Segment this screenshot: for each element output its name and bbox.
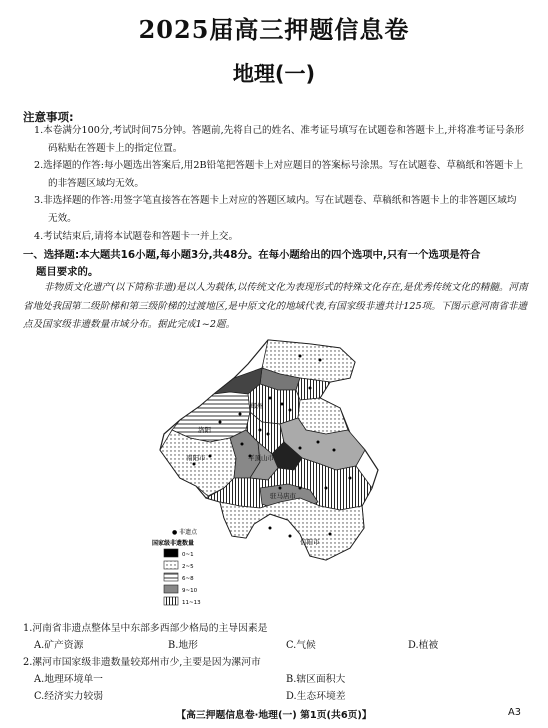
section-heading-line2: 题目要求的。 <box>36 266 99 278</box>
question-1-option-c: C.气候 <box>286 640 316 651</box>
legend-title: 国家级非遗数量 <box>152 540 195 547</box>
question-2-stem: 2.漯河市国家级非遗数量较郑州市少,主要是因为漯河市 <box>23 657 261 668</box>
city-label-zhengzhou: 郑州 <box>250 402 263 410</box>
passage-text: 非物质文化遗产(以下简称非遗)是以人为载体,以传统文化为表现形式的特殊文化存在,是优秀传统文化的精髓。河南省地处我国第二级阶梯和第三级阶梯的过渡地区,是中原文化的地域代表,有国家级非遗共计125项。下图示意河南省非遗点及国家级非遗数量市域分布。据此完成1~2题。 <box>23 282 528 331</box>
notice-item: 4.考试结束后,请将本试题卷和答题卡一并上交。 <box>34 230 239 242</box>
region-xinxiang <box>296 378 330 400</box>
section-heading-line1: 一、选择题:本大题共16小题,每小题3分,共48分。在每小题给出的四个选项中,只有一个选项是符合 <box>23 249 481 261</box>
question-1-option-d: D.植被 <box>408 640 439 651</box>
notice-heading: 注意事项: <box>23 110 74 124</box>
section-heading <box>23 247 528 281</box>
legend-label-1: 2~5 <box>182 564 194 570</box>
region-nanyang <box>160 430 236 496</box>
city-label-xinyang: 信阳市 <box>300 538 320 546</box>
question-1-option-a: A.矿产资源 <box>34 640 84 651</box>
legend-swatch-4 <box>164 597 178 605</box>
legend-label-4: 11~13 <box>182 600 201 606</box>
legend-swatch-0 <box>164 549 178 557</box>
legend-point-label: ● 非遗点 <box>172 529 198 536</box>
exam-subtitle: 地理(一) <box>232 62 316 86</box>
question-2-option-b: B.辖区面积大 <box>286 674 346 685</box>
question-2-option-a: A.地理环境单一 <box>34 674 103 685</box>
city-label-zhumadian: 驻马店市 <box>270 492 296 500</box>
legend-swatch-2 <box>164 573 178 581</box>
exam-title: 2025届高三押题信息卷 <box>138 15 410 44</box>
legend-label-3: 9~10 <box>182 588 198 594</box>
legend-swatch-1 <box>164 561 178 569</box>
page-id: A3 <box>508 707 521 718</box>
city-label-nanyang: 南阳市 <box>186 454 206 462</box>
question-1-option-b: B.地形 <box>168 640 198 651</box>
notice-item: 3.非选择题的作答:用签字笔直接答在答题卡上对应的答题区域内。写在试题卷、草稿纸和答题卡上的非答题区域均无效。 <box>34 195 517 224</box>
legend-label-0: 0~1 <box>182 552 194 558</box>
notice-item: 2.选择题的作答:每小题选出答案后,用2B铅笔把答题卡上对应题目的答案标号涂黑。写在试题卷、草稿纸和答题卡上的非答题区域均无效。 <box>34 160 524 189</box>
notice-item: 1.本卷满分100分,考试时间75分钟。答题前,先将自己的姓名、准考证号填写在试题卷和答题卡上,并将准考证号条形码粘贴在答题卡上的指定位置。 <box>34 125 525 154</box>
notice-list <box>34 122 526 245</box>
legend-label-2: 6~8 <box>182 576 194 582</box>
page-footer: 【高三押题信息卷·地理(一) 第1页(共6页)】 <box>176 710 372 721</box>
city-label-luoyang: 洛阳 <box>198 426 211 434</box>
legend-swatch-3 <box>164 585 178 593</box>
map-legend <box>150 528 230 612</box>
question-2-option-d: D.生态环境差 <box>286 691 346 702</box>
question-1-stem: 1.河南省非遗点整体呈中东部多西部少格局的主导因素是 <box>23 623 268 634</box>
question-2-option-c: C.经济实力较弱 <box>34 691 104 702</box>
city-label-pingdingshan: 平顶山市 <box>248 454 274 462</box>
